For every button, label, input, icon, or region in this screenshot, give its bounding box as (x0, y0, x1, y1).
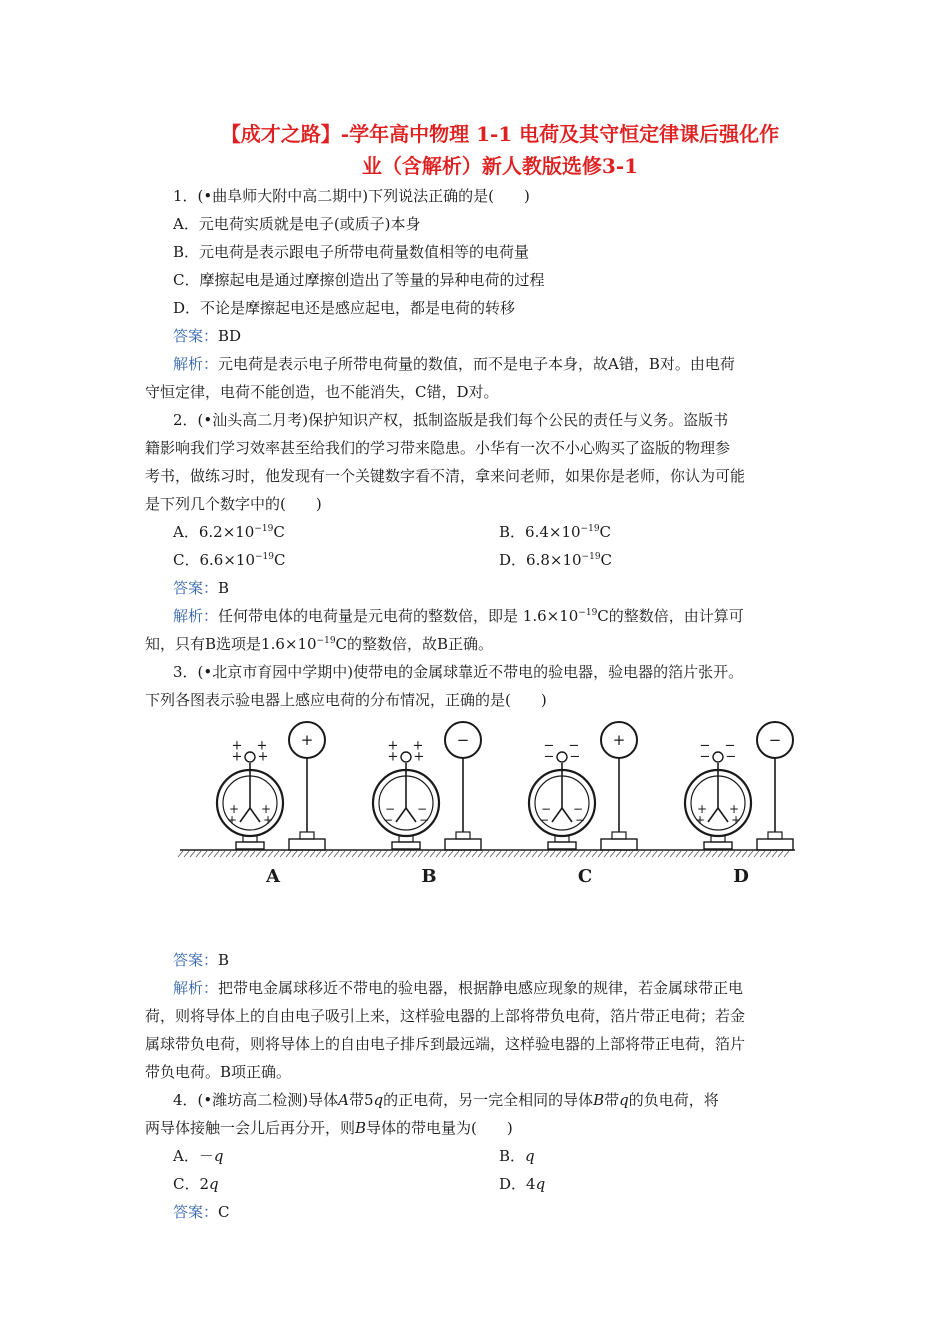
q4-option-c: C．2q (173, 1175, 219, 1193)
sphere-charge: + (300, 731, 314, 749)
q2-stem-line-1: 2．(•汕头高二月考)保护知识产权，抵制盗版是我们每个公民的责任与义务。盗版书 (173, 411, 729, 429)
ground-hatch (178, 851, 183, 857)
ground-hatch (736, 851, 741, 857)
ground-hatch (184, 851, 189, 857)
q4-stem-line-1: 4．(•潍坊高二检测)导体A带5q的正电荷，另一完全相同的导体B带q的负电荷，将 (173, 1091, 719, 1109)
electroscope-knob (401, 752, 411, 762)
q3-analysis-line-4: 带负电荷。B项正确。 (145, 1063, 292, 1081)
ground-hatch (304, 851, 309, 857)
q2-option-b: B．$6.4\times 10^{-19}C$ (499, 523, 612, 541)
ground-hatch (574, 851, 579, 857)
ground-hatch (334, 851, 339, 857)
electroscope-leaf (406, 808, 416, 822)
ground-hatch (328, 851, 333, 857)
ground-hatch (442, 851, 447, 857)
q2-analysis-line-1: 解析：任何带电体的电荷量是元电荷的整数倍，即是 $1.6\times 10^{-19}C$的整数倍，由计算可 (173, 607, 744, 625)
ground-hatch (646, 851, 651, 857)
ground-hatch (286, 851, 291, 857)
analysis-label: 解析： (173, 979, 219, 997)
ground-hatch (568, 851, 573, 857)
q3-analysis-line-3: 属球带负电荷，则将导体上的自由电子排斥到最远端，这样验电器的上部将带正电荷，箔片 (145, 1035, 746, 1053)
knob-charge: − (568, 738, 580, 754)
sphere-stand-base (300, 832, 314, 839)
electroscope-leaf (396, 808, 406, 822)
ground-hatch (610, 851, 615, 857)
ground-hatch (700, 851, 705, 857)
ground-hatch (394, 851, 399, 857)
ground-hatch (358, 851, 363, 857)
ground-hatch (292, 851, 297, 857)
knob-charge: − (699, 749, 711, 765)
ground-hatch (514, 851, 519, 857)
q4-option-a: A．－q (173, 1147, 224, 1165)
electroscope-diagram (175, 720, 800, 946)
q4-option-d: D．4q (499, 1175, 546, 1193)
ground-hatch (538, 851, 543, 857)
ground-hatch (580, 851, 585, 857)
knob-charge: + (413, 749, 425, 765)
ground-hatch (472, 851, 477, 857)
sphere-stand-base (456, 832, 470, 839)
answer-value: BD (218, 327, 242, 345)
ground-hatch (418, 851, 423, 857)
ground-hatch (496, 851, 501, 857)
q4-stem-line-2: 两导体接触一会儿后再分开，则B导体的带电量为( ) (145, 1119, 513, 1137)
ground-hatch (724, 851, 729, 857)
ground-hatch (550, 851, 555, 857)
ground-hatch (640, 851, 645, 857)
sphere-stand-base (612, 832, 626, 839)
ground-hatch (598, 851, 603, 857)
ground-hatch (388, 851, 393, 857)
leaf-charge: + (226, 813, 238, 827)
ground-hatch (628, 851, 633, 857)
answer-label: 答案： (173, 1203, 219, 1221)
leaf-charge: − (538, 813, 550, 827)
answer-label: 答案： (173, 951, 219, 969)
ground-hatch (220, 851, 225, 857)
electroscope-leaf (562, 808, 572, 822)
leaf-charge: − (540, 802, 552, 816)
answer-label: 答案： (173, 579, 219, 597)
ground-hatch (346, 851, 351, 857)
ground-hatch (310, 851, 315, 857)
ground-hatch (748, 851, 753, 857)
ground-hatch (742, 851, 747, 857)
ground-hatch (490, 851, 495, 857)
ground-hatch (772, 851, 777, 857)
ground-hatch (340, 851, 345, 857)
electroscope-foot (704, 842, 732, 849)
q1-option-c: C．摩擦起电是通过摩擦创造出了等量的异种电荷的过程 (173, 271, 545, 289)
document-body (145, 182, 825, 1226)
q3-answer (145, 946, 825, 974)
ground-hatch (250, 851, 255, 857)
ground-hatch (478, 851, 483, 857)
answer-value: B (218, 951, 230, 969)
ground-hatch (466, 851, 471, 857)
answer-value: B (218, 579, 230, 597)
sphere-stand-foot (601, 839, 637, 850)
q2-stem-line-3: 考书，做练习时，他发现有一个关键数字看不清，拿来问老师，如果你是老师，你认为可能 (145, 467, 746, 485)
sphere-stand-base (768, 832, 782, 839)
q1-option-d: D．不论是摩擦起电还是感应起电，都是电荷的转移 (173, 299, 516, 317)
ground-hatch (616, 851, 621, 857)
ground-hatch (526, 851, 531, 857)
knob-charge: − (569, 749, 581, 765)
ground-hatch (586, 851, 591, 857)
answer-value: C (218, 1203, 230, 1221)
ground-hatch (676, 851, 681, 857)
ground-hatch (484, 851, 489, 857)
panel-label: A (266, 866, 280, 887)
leaf-charge: + (730, 813, 742, 827)
ground-hatch (754, 851, 759, 857)
title-line-1: 【成才之路】-学年高中物理 1-1 电荷及其守恒定律课后强化作 (220, 122, 780, 146)
ground-hatch (694, 851, 699, 857)
analysis-label: 解析： (173, 607, 219, 625)
knob-charge: − (699, 738, 711, 754)
ground-hatch (760, 851, 765, 857)
q1-option-b: B．元电荷是表示跟电子所带电荷量数值相等的电荷量 (173, 243, 530, 261)
knob-charge: + (231, 749, 243, 765)
q2-option-a: A．$6.2\times 10^{-19}C$ (173, 523, 285, 541)
q2-stem-line-2: 籍影响我们学习效率甚至给我们的学习带来隐患。小华有一次不小心购买了盗版的物理参 (145, 439, 731, 457)
panel-label: D (733, 866, 749, 887)
q4-options-row-1 (145, 1142, 825, 1170)
analysis-label: 解析： (173, 355, 219, 373)
leaf-charge: − (574, 813, 586, 827)
knob-charge: + (412, 738, 424, 754)
knob-charge: + (387, 749, 399, 765)
ground-hatch (652, 851, 657, 857)
q2-options-row-1 (145, 518, 825, 546)
leaf-charge: + (728, 802, 740, 816)
ground-hatch (508, 851, 513, 857)
ground-hatch (778, 851, 783, 857)
leaf-charge: − (416, 802, 428, 816)
ground-hatch (544, 851, 549, 857)
q3-analysis-line-2: 荷，则将导体上的自由电子吸引上来，这样验电器的上部将带负电荷，箔片带正电荷；若金 (145, 1007, 746, 1025)
q2-options-row-2 (145, 546, 825, 574)
electroscope-foot (548, 842, 576, 849)
ground-hatch (688, 851, 693, 857)
ground-hatch (322, 851, 327, 857)
ground-hatch (232, 851, 237, 857)
ground-hatch (256, 851, 261, 857)
leaf-charge: − (418, 813, 430, 827)
leaf-charge: − (382, 813, 394, 827)
leaf-charge: − (384, 802, 396, 816)
leaf-charge: + (262, 813, 274, 827)
knob-charge: − (725, 749, 737, 765)
q3-analysis-line-1: 解析：把带电金属球移近不带电的验电器，根据静电感应现象的规律，若金属球带正电 (173, 979, 744, 997)
knob-charge: + (256, 738, 268, 754)
electroscope-leaf (250, 808, 260, 822)
ground-hatch (730, 851, 735, 857)
q1-stem: 1．(•曲阜师大附中高二期中)下列说法正确的是( ) (173, 187, 530, 205)
ground-hatch (352, 851, 357, 857)
q1-option-a: A．元电荷实质就是电子(或质子)本身 (173, 215, 421, 233)
ground-hatch (424, 851, 429, 857)
electroscope-leaf (552, 808, 562, 822)
electroscope-knob (557, 752, 567, 762)
q2-stem-line-4: 是下列几个数字中的( ) (145, 495, 322, 513)
electroscope-leaf (718, 808, 728, 822)
ground-hatch (376, 851, 381, 857)
knob-charge: + (257, 749, 269, 765)
q2-option-d: D．$6.8\times 10^{-19}C$ (499, 551, 613, 569)
ground-hatch (520, 851, 525, 857)
ground-hatch (412, 851, 417, 857)
ground-hatch (190, 851, 195, 857)
q2-answer (145, 574, 825, 602)
ground-hatch (604, 851, 609, 857)
ground-hatch (634, 851, 639, 857)
knob-charge: − (543, 749, 555, 765)
ground-hatch (316, 851, 321, 857)
ground-hatch (274, 851, 279, 857)
knob-charge: + (231, 738, 243, 754)
sphere-charge: + (612, 731, 626, 749)
ground-hatch (406, 851, 411, 857)
q2-option-c: C．$6.6\times 10^{-19}C$ (173, 551, 286, 569)
electroscope-foot (392, 842, 420, 849)
ground-hatch (622, 851, 627, 857)
sphere-stand-foot (757, 839, 793, 850)
ground-hatch (682, 851, 687, 857)
ground-hatch (592, 851, 597, 857)
q2-analysis-line-2: 知，只有B选项是$1.6\times 10^{-19}C$的整数倍，故B正确。 (145, 635, 494, 653)
ground-hatch (298, 851, 303, 857)
q4-answer (145, 1198, 825, 1226)
electroscope-knob (245, 752, 255, 762)
leaf-charge: + (228, 802, 240, 816)
sphere-stand-foot (289, 839, 325, 850)
ground-hatch (370, 851, 375, 857)
ground-hatch (784, 851, 789, 857)
ground-hatch (664, 851, 669, 857)
leaf-charge: + (260, 802, 272, 816)
knob-charge: − (724, 738, 736, 754)
ground-hatch (454, 851, 459, 857)
ground-hatch (712, 851, 717, 857)
ground-hatch (202, 851, 207, 857)
ground-hatch (436, 851, 441, 857)
knob-charge: + (387, 738, 399, 754)
ground-hatch (670, 851, 675, 857)
ground-hatch (262, 851, 267, 857)
ground-hatch (268, 851, 273, 857)
ground-hatch (718, 851, 723, 857)
ground-hatch (658, 851, 663, 857)
sphere-stand-foot (445, 839, 481, 850)
q4-option-b: B．q (499, 1147, 535, 1165)
ground-hatch (400, 851, 405, 857)
q3-stem-line-1: 3．(•北京市育园中学期中)使带电的金属球靠近不带电的验电器，验电器的箔片张开。 (173, 663, 744, 681)
knob-charge: − (543, 738, 555, 754)
electroscope-leaf (240, 808, 250, 822)
electroscope-leaf (708, 808, 718, 822)
ground-hatch (448, 851, 453, 857)
ground-hatch (430, 851, 435, 857)
ground-hatch (208, 851, 213, 857)
q1-answer (145, 322, 825, 350)
ground-hatch (460, 851, 465, 857)
ground-hatch (706, 851, 711, 857)
ground-hatch (532, 851, 537, 857)
panel-label: C (577, 866, 593, 887)
q3-stem-line-2: 下列各图表示验电器上感应电荷的分布情况，正确的是( ) (145, 691, 547, 709)
electroscope-figure (145, 720, 825, 946)
electroscope-foot (236, 842, 264, 849)
leaf-charge: − (572, 802, 584, 816)
answer-label: 答案： (173, 327, 219, 345)
ground-hatch (766, 851, 771, 857)
ground-hatch (214, 851, 219, 857)
ground-hatch (280, 851, 285, 857)
q4-options-row-2 (145, 1170, 825, 1198)
ground-hatch (364, 851, 369, 857)
ground-hatch (502, 851, 507, 857)
ground-hatch (562, 851, 567, 857)
document-title (170, 118, 830, 182)
title-line-2: 业（含解析）新人教版选修3-1 (361, 154, 639, 178)
ground-hatch (556, 851, 561, 857)
panel-label: B (421, 866, 437, 887)
leaf-charge: + (694, 813, 706, 827)
ground-hatch (382, 851, 387, 857)
sphere-charge: − (768, 731, 782, 749)
ground-hatch (244, 851, 249, 857)
ground-hatch (196, 851, 201, 857)
ground-hatch (226, 851, 231, 857)
q1-analysis-line-2: 守恒定律，电荷不能创造，也不能消失，C错，D对。 (145, 383, 499, 401)
leaf-charge: + (696, 802, 708, 816)
electroscope-knob (713, 752, 723, 762)
q1-analysis-line-1: 解析：元电荷是表示电子所带电荷量的数值，而不是电子本身，故A错，B对。由电荷 (173, 355, 735, 373)
ground-hatch (238, 851, 243, 857)
sphere-charge: − (456, 731, 470, 749)
